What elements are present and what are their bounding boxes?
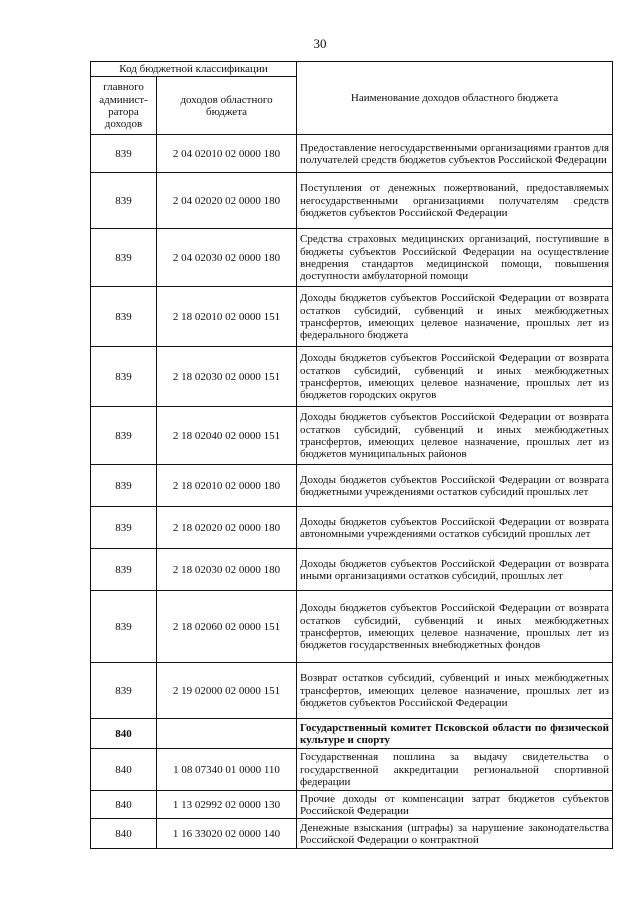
- admin-code-cell: 840: [91, 719, 157, 749]
- income-code-cell: 2 18 02010 02 0000 180: [157, 465, 297, 507]
- header-classification-code: Код бюджетной классификации: [91, 62, 297, 77]
- income-name-cell: Доходы бюджетов субъектов Российской Федерации от возврата остатков субсидий, субвенций и иных межбюджетных трансфертов, имеющих целевое назначение, прошлых лет из федерального бюджета: [297, 287, 613, 347]
- admin-code-cell: 839: [91, 549, 157, 591]
- income-name-cell: Доходы бюджетов субъектов Российской Федерации от возврата иными организациями остатков субсидий, прошлых лет: [297, 549, 613, 591]
- income-name-cell: Предоставление негосударственными организациями грантов для получателей средств бюджетов субъектов Российской Федерации: [297, 135, 613, 173]
- table-body: [91, 135, 613, 849]
- admin-code-cell: 839: [91, 663, 157, 719]
- admin-code-cell: 840: [91, 749, 157, 791]
- header-income-name: Наименование доходов областного бюджета: [297, 62, 613, 135]
- income-name-cell: Государственный комитет Псковской области по физической культуре и спорту: [297, 719, 613, 749]
- table-row: [91, 507, 613, 549]
- income-code-cell: 2 18 02030 02 0000 180: [157, 549, 297, 591]
- income-name-cell: Доходы бюджетов субъектов Российской Федерации от возврата автономными учреждениями остатков субсидий прошлых лет: [297, 507, 613, 549]
- income-name-cell: Доходы бюджетов субъектов Российской Федерации от возврата остатков субсидий, субвенций и иных межбюджетных трансфертов, имеющих целевое назначение, прошлых лет из бюджетов муниципальных районов: [297, 407, 613, 465]
- table-row: [91, 719, 613, 749]
- income-code-cell: 1 13 02992 02 0000 130: [157, 791, 297, 819]
- income-code-cell: 2 18 02040 02 0000 151: [157, 407, 297, 465]
- admin-code-cell: 840: [91, 819, 157, 849]
- income-code-cell: 1 16 33020 02 0000 140: [157, 819, 297, 849]
- admin-code-cell: 839: [91, 465, 157, 507]
- income-name-cell: Доходы бюджетов субъектов Российской Федерации от возврата остатков субсидий, субвенций и иных межбюджетных трансфертов, имеющих целевое назначение, прошлых лет из бюджетов государственных внебюджетных фондов: [297, 591, 613, 663]
- admin-code-cell: 839: [91, 173, 157, 229]
- table-row: [91, 135, 613, 173]
- table-row: [91, 173, 613, 229]
- income-name-cell: Поступления от денежных пожертвований, предоставляемых негосударственными организациями получателям средств бюджетов субъектов Российской Федерации: [297, 173, 613, 229]
- page-number: 30: [313, 36, 327, 51]
- income-code-cell: 2 04 02020 02 0000 180: [157, 173, 297, 229]
- table-row: [91, 465, 613, 507]
- income-code-cell: [157, 719, 297, 749]
- table-row: [91, 749, 613, 791]
- header-income-column: доходов областного бюджета: [157, 77, 297, 135]
- admin-code-cell: 839: [91, 591, 157, 663]
- admin-code-cell: 839: [91, 135, 157, 173]
- table-row: [91, 287, 613, 347]
- income-code-cell: 2 04 02030 02 0000 180: [157, 229, 297, 287]
- budget-classification-table: [90, 61, 613, 849]
- admin-code-cell: 839: [91, 287, 157, 347]
- income-code-cell: 2 18 02060 02 0000 151: [157, 591, 297, 663]
- table-row: [91, 407, 613, 465]
- income-code-cell: 1 08 07340 01 0000 110: [157, 749, 297, 791]
- table-row: [91, 549, 613, 591]
- table-row: [91, 347, 613, 407]
- income-code-cell: 2 18 02010 02 0000 151: [157, 287, 297, 347]
- income-code-cell: 2 19 02000 02 0000 151: [157, 663, 297, 719]
- admin-code-cell: 839: [91, 507, 157, 549]
- admin-code-cell: 839: [91, 347, 157, 407]
- header-admin-column: главного админист-ратора доходов: [91, 77, 157, 135]
- admin-code-cell: 839: [91, 407, 157, 465]
- admin-code-cell: 839: [91, 229, 157, 287]
- income-name-cell: Возврат остатков субсидий, субвенций и иных межбюджетных трансфертов, имеющих целевое назначение, прошлых лет из бюджетов субъектов Российской Федерации: [297, 663, 613, 719]
- table-row: [91, 591, 613, 663]
- table-row: [91, 663, 613, 719]
- income-name-cell: Государственная пошлина за выдачу свидетельства о государственной аккредитации региональной спортивной федерации: [297, 749, 613, 791]
- income-code-cell: 2 18 02030 02 0000 151: [157, 347, 297, 407]
- admin-code-cell: 840: [91, 791, 157, 819]
- income-code-cell: 2 04 02010 02 0000 180: [157, 135, 297, 173]
- table-row: [91, 229, 613, 287]
- income-name-cell: Прочие доходы от компенсации затрат бюджетов субъектов Российской Федерации: [297, 791, 613, 819]
- income-name-cell: Доходы бюджетов субъектов Российской Федерации от возврата остатков субсидий, субвенций и иных межбюджетных трансфертов, имеющих целевое назначение, прошлых лет из бюджетов городских округов: [297, 347, 613, 407]
- income-code-cell: 2 18 02020 02 0000 180: [157, 507, 297, 549]
- table-row: [91, 791, 613, 819]
- income-name-cell: Доходы бюджетов субъектов Российской Федерации от возврата бюджетными учреждениями остатков субсидий прошлых лет: [297, 465, 613, 507]
- income-name-cell: Денежные взыскания (штрафы) за нарушение законодательства Российской Федерации о контрактной: [297, 819, 613, 849]
- income-name-cell: Средства страховых медицинских организаций, поступившие в бюджеты субъектов Российской Федерации на осуществление внедрения стандартов медицинской помощи, повышения доступности амбулаторной помощи: [297, 229, 613, 287]
- table-row: [91, 819, 613, 849]
